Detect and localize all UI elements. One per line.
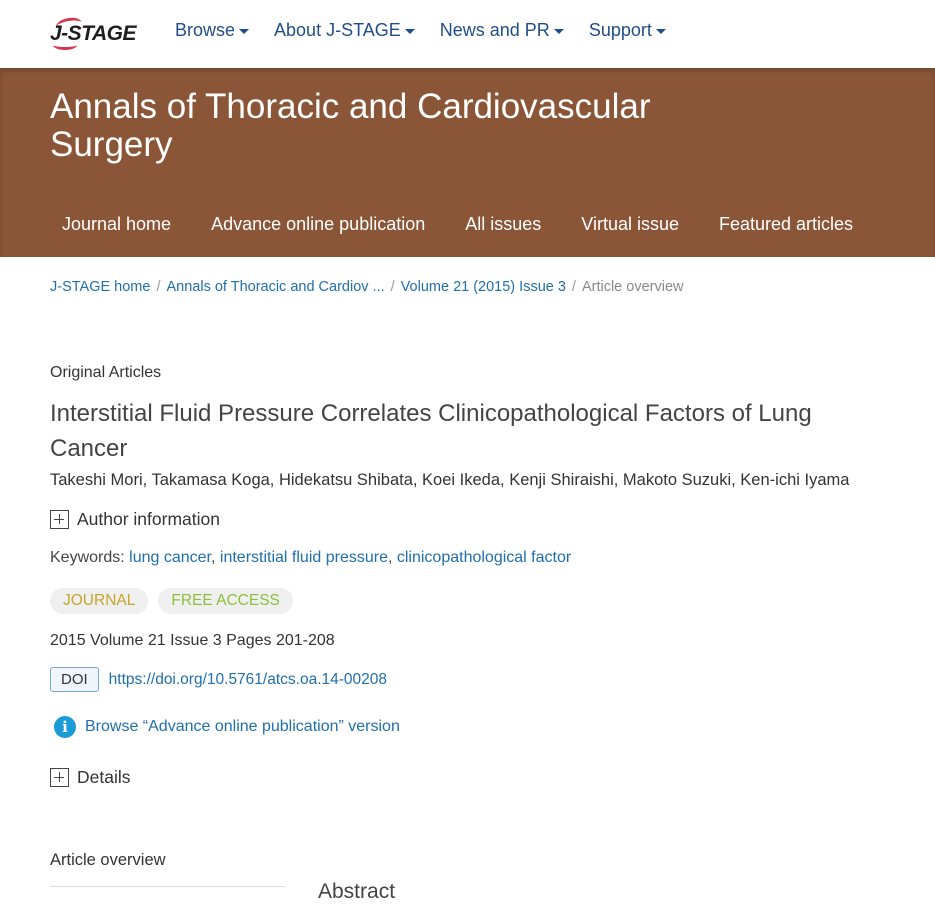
main-menu xyxy=(175,20,691,41)
tab-featured-articles[interactable]: Featured articles xyxy=(718,214,854,234)
menu-browse[interactable] xyxy=(175,20,249,41)
tab-all-issues[interactable]: All issues xyxy=(465,214,542,234)
tab-journal-home[interactable]: Journal home xyxy=(62,214,172,234)
advance-online-version-link[interactable] xyxy=(54,716,920,738)
publication-info: 2015 Volume 21 Issue 3 Pages 201-208 xyxy=(50,632,335,649)
breadcrumb-separator: / xyxy=(156,279,161,295)
top-navbar xyxy=(0,0,935,68)
caret-down-icon xyxy=(239,29,249,34)
journal-badge: JOURNAL xyxy=(50,588,148,614)
breadcrumb-separator: / xyxy=(390,279,395,295)
abstract-heading: Abstract xyxy=(318,880,396,903)
article-authors: Takeshi Mori, Takamasa Koga, Hidekatsu Shibata, Koei Ikeda, Kenji Shiraishi, Makoto Suzuki, Ken-ichi Iyama xyxy=(50,471,850,489)
plus-square-icon xyxy=(50,768,69,787)
doi-row xyxy=(50,667,920,692)
article-badges xyxy=(50,588,920,614)
menu-label: Support xyxy=(588,20,652,40)
details-toggle[interactable] xyxy=(50,767,920,788)
info-circle-icon: i xyxy=(54,716,76,738)
logo-text: J-STAGE xyxy=(50,22,136,45)
menu-label: News and PR xyxy=(439,20,550,40)
keyword-link[interactable]: lung cancer xyxy=(129,549,211,566)
article-category: Original Articles xyxy=(50,364,162,381)
article-overview-nav[interactable]: Article overview xyxy=(50,851,166,869)
caret-down-icon xyxy=(405,29,415,34)
keyword-link[interactable]: clinicopathological factor xyxy=(396,549,572,566)
keyword-link[interactable]: interstitial fluid pressure xyxy=(219,549,388,566)
author-information-label: Author information xyxy=(77,509,220,529)
tab-virtual-issue[interactable]: Virtual issue xyxy=(581,214,679,234)
keywords: Keywords: lung cancer, interstitial fluid pressure, clinicopathological factor xyxy=(50,549,572,566)
logo-swoosh-icon xyxy=(53,40,77,50)
author-information-toggle[interactable] xyxy=(50,509,920,530)
journal-title[interactable]: Annals of Thoracic and Cardiovascular Surgery xyxy=(50,87,651,164)
doi-label: DOI xyxy=(50,667,99,692)
breadcrumb-home[interactable]: J-STAGE home xyxy=(50,279,151,295)
breadcrumb-journal[interactable]: Annals of Thoracic and Cardiov ... xyxy=(166,279,385,295)
breadcrumb-separator: / xyxy=(571,279,576,295)
journal-banner xyxy=(0,68,935,257)
plus-square-icon xyxy=(50,510,69,529)
free-access-badge: FREE ACCESS xyxy=(158,588,293,614)
menu-label: Browse xyxy=(175,20,236,40)
menu-news[interactable] xyxy=(440,20,564,41)
divider xyxy=(50,886,285,887)
breadcrumb xyxy=(50,279,683,295)
journal-tabs xyxy=(42,214,873,235)
jstage-logo[interactable] xyxy=(50,18,142,50)
caret-down-icon xyxy=(554,29,564,34)
menu-label: About J-STAGE xyxy=(274,20,401,40)
menu-about[interactable] xyxy=(274,20,415,41)
article-section xyxy=(50,364,920,788)
tab-advance-online[interactable]: Advance online publication xyxy=(211,214,426,234)
menu-support[interactable] xyxy=(589,20,666,41)
details-label: Details xyxy=(77,767,131,787)
breadcrumb-current: Article overview xyxy=(581,279,684,295)
breadcrumb-issue[interactable]: Volume 21 (2015) Issue 3 xyxy=(400,279,566,295)
keywords-label: Keywords: xyxy=(50,549,125,566)
doi-link[interactable]: https://doi.org/10.5761/atcs.oa.14-00208 xyxy=(108,670,388,688)
advance-online-version-label: Browse “Advance online publication” version xyxy=(85,718,400,735)
caret-down-icon xyxy=(656,29,666,34)
article-title: Interstitial Fluid Pressure Correlates Clinicopathological Factors of Lung Cancer xyxy=(50,400,812,462)
